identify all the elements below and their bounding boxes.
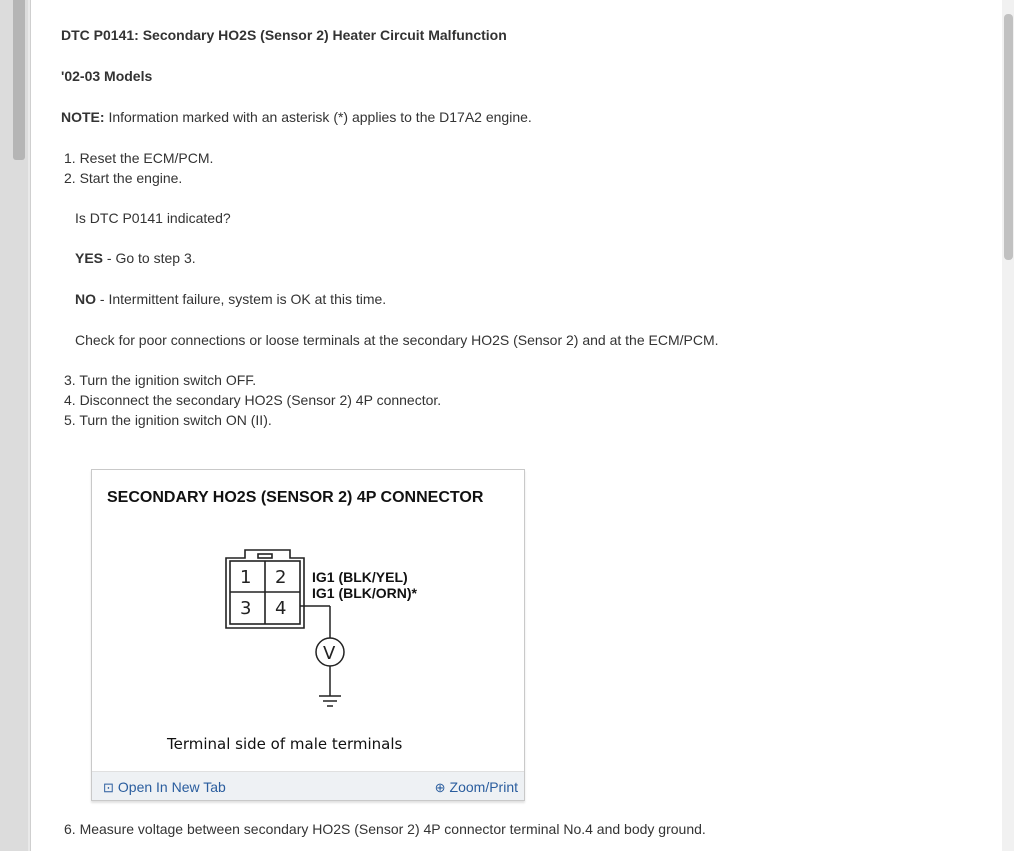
- content-pane: [30, 0, 1003, 851]
- right-scrollbar-thumb[interactable]: [1004, 14, 1013, 260]
- list-item: 6. Measure voltage between secondary HO2S (Sensor 2) 4P connector terminal No.4 and body ground.: [64, 821, 706, 837]
- voltmeter-circuit: [300, 606, 344, 706]
- list-item: 1. Reset the ECM/PCM.: [64, 150, 214, 166]
- connector-diagram: [92, 470, 524, 770]
- no-answer: [75, 290, 386, 308]
- zoom-print-link[interactable]: [435, 779, 518, 796]
- terminal-1: 1: [240, 567, 252, 588]
- open-in-new-tab-label: Open In New Tab: [117, 779, 226, 795]
- page-title: DTC P0141: Secondary HO2S (Sensor 2) Heater Circuit Malfunction: [61, 27, 507, 43]
- figure-toolbar: [92, 771, 524, 800]
- connector-figure: [91, 469, 525, 801]
- terminal-4: 4: [275, 598, 287, 619]
- left-scrollbar-track[interactable]: [0, 0, 28, 851]
- check-text: Check for poor connections or loose terminals at the secondary HO2S (Sensor 2) and at the ECM/PCM.: [75, 332, 719, 348]
- zoom-print-label: Zoom/Print: [449, 779, 518, 795]
- voltmeter-symbol: V: [323, 643, 336, 664]
- right-scrollbar-track[interactable]: [1002, 0, 1014, 851]
- yes-answer: [75, 249, 196, 267]
- figure-caption: Terminal side of male terminals: [167, 735, 403, 753]
- terminal-3: 3: [240, 598, 252, 619]
- yes-text: - Go to step 3.: [103, 250, 196, 266]
- terminal-2: 2: [275, 567, 287, 588]
- list-item: 5. Turn the ignition switch ON (II).: [64, 412, 272, 428]
- no-label: NO: [75, 291, 96, 307]
- note-label: NOTE:: [61, 109, 105, 125]
- wire-label-blk-orn: IG1 (BLK/ORN)*: [312, 585, 417, 601]
- question-text: Is DTC P0141 indicated?: [75, 210, 231, 226]
- left-scrollbar-thumb[interactable]: [13, 0, 25, 160]
- open-in-new-tab-link[interactable]: [103, 779, 226, 796]
- models-heading: '02-03 Models: [61, 68, 153, 84]
- figure-heading: SECONDARY HO2S (SENSOR 2) 4P CONNECTOR: [107, 489, 484, 506]
- no-text: - Intermittent failure, system is OK at this time.: [96, 291, 387, 307]
- zoom-icon: ⊕: [434, 780, 446, 795]
- list-item: 3. Turn the ignition switch OFF.: [64, 372, 257, 388]
- wire-label-blk-yel: IG1 (BLK/YEL): [312, 569, 408, 585]
- connector-body: [226, 550, 304, 628]
- yes-label: YES: [75, 250, 104, 266]
- open-in-new-tab-icon: ⊡: [103, 780, 114, 795]
- note-text: Information marked with an asterisk (*) applies to the D17A2 engine.: [104, 109, 532, 125]
- list-item: 2. Start the engine.: [64, 170, 183, 186]
- note-paragraph: [61, 108, 532, 126]
- list-item: 4. Disconnect the secondary HO2S (Sensor 2) 4P connector.: [64, 392, 442, 408]
